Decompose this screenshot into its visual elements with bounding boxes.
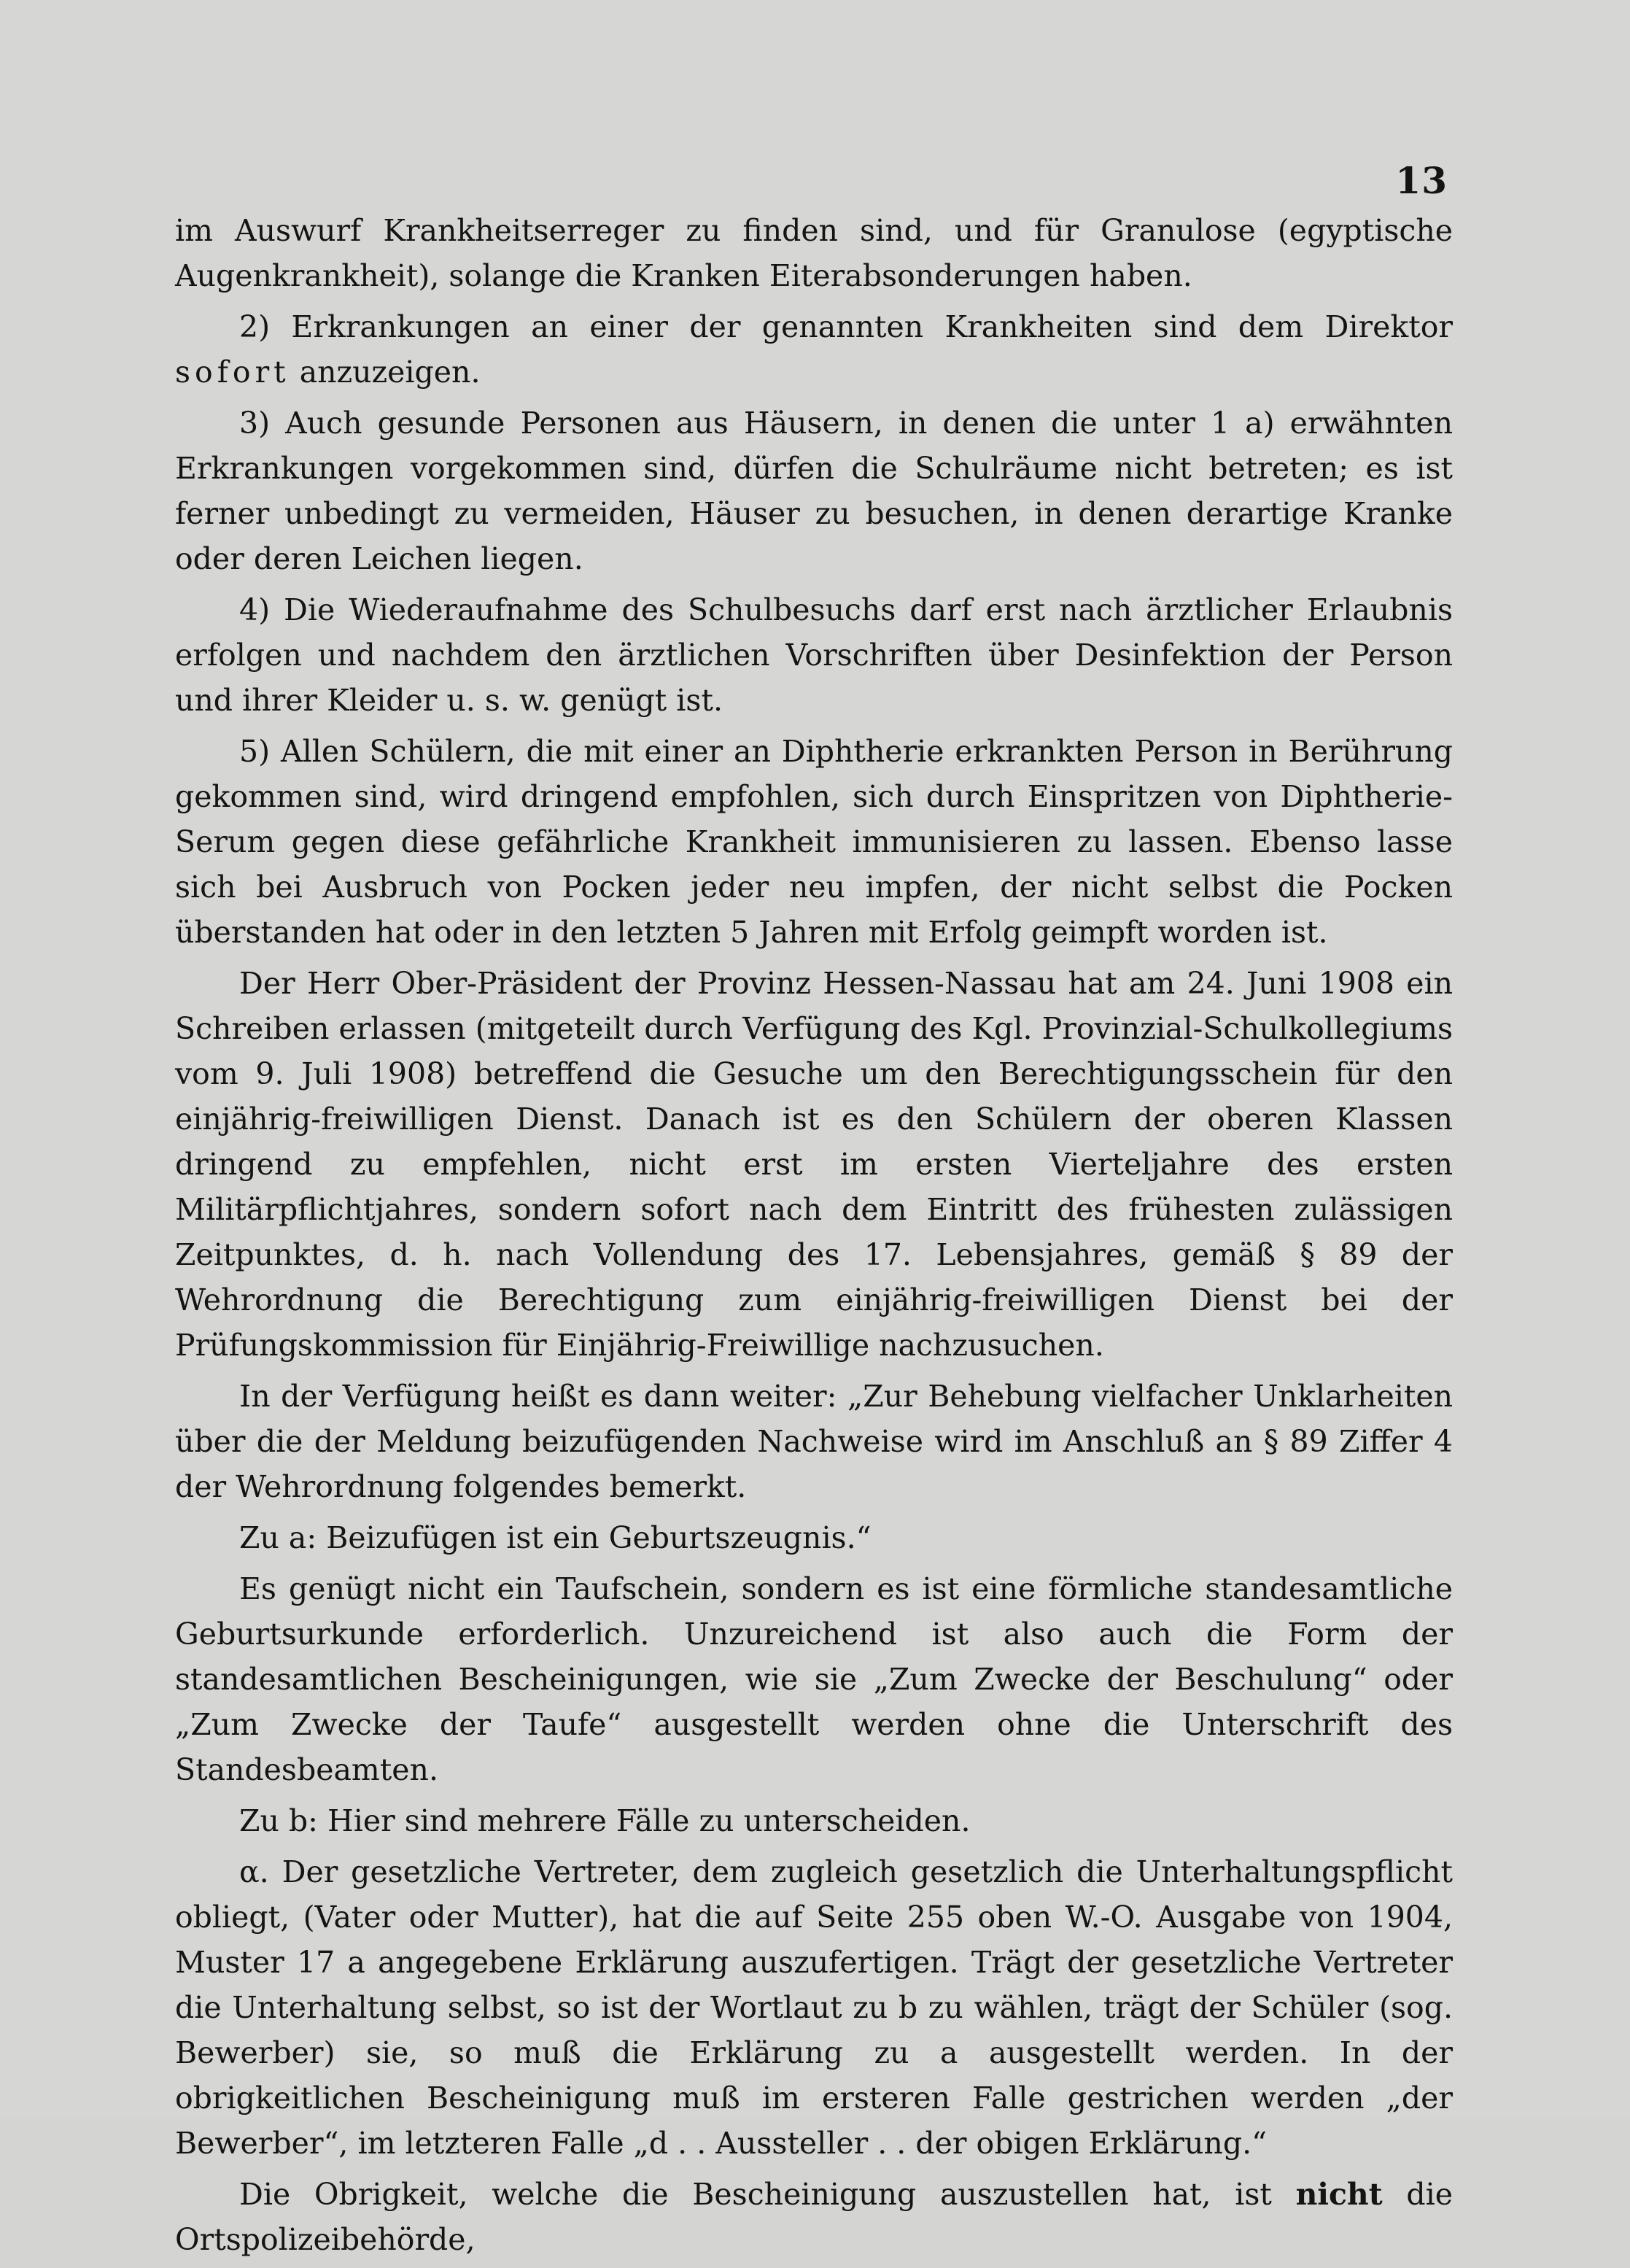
paragraph-rule-2-text: 2) Erkrankungen an einer der genannten Krankheiten sind dem Direktor [239,309,1453,344]
paragraph-obrigkeit-text-end: die Ortspolizeibehörde, [175,2177,1453,2257]
paragraph-geburtsurkunde: Es genügt nicht ein Taufschein, sondern es ist eine förmliche standesamtliche Geburtsurkunde erforderlich. Unzureichend ist also auch die Form der standesamtlichen Bescheinigungen, wie sie „Zum Zwecke der Beschulung“ oder „Zum Zwecke der Taufe“ ausgestellt werden ohne die Unterschrift des Standesbeamten. [175,1571,1453,1787]
paragraph-rule-2-text-end: anzuzeigen. [290,355,481,390]
paragraph-oberpraesident: Der Herr Ober-Präsident der Provinz Hessen-Nassau hat am 24. Juni 1908 ein Schreiben erlassen (mitgeteilt durch Verfügung des Kgl. Provinzial-Schulkollegiums vom 9. Juli 1908) betreffend die Gesuche um den Berechtigungsschein für den einjährig-freiwilligen Dienst. Danach ist es den Schülern der oberen Klassen dringend zu empfehlen, nicht erst im ersten Vierteljahre des ersten Militärpflichtjahres, sondern sofort nach dem Eintritt des frühesten zulässigen Zeitpunktes, d. h. nach Vollendung des 17. Lebensjahres, gemäß § 89 der Wehrordnung die Berechtigung zum einjährig-freiwilligen Dienst bei der Prüfungskommission für Einjährig-Freiwillige nachzusuchen. [175,966,1453,1363]
paragraph-zu-a: Zu a: Beizufügen ist ein Geburtszeugnis.“ [239,1520,872,1555]
emphasis-nicht: nicht [1295,2177,1383,2212]
paragraph-obrigkeit-text: Die Obrigkeit, welche die Bescheinigung auszustellen hat, ist [239,2177,1296,2212]
emphasis-sofort: sofort [175,355,290,390]
paragraph-alpha: α. Der gesetzliche Vertreter, dem zugleich gesetzlich die Unterhaltungspflicht obliegt, (Vater oder Mutter), hat die auf Seite 255 oben W.-O. Ausgabe von 1904, Muster 17 a angegebene Erklärung auszufertigen. Trägt der gesetzliche Vertreter die Unterhaltung selbst, so ist der Wortlaut zu b zu wählen, trägt der Schüler (sog. Bewerber) sie, so muß die Erklärung zu a ausgestellt werden. In der obrigkeitlichen Bescheinigung muß im ersteren Falle gestrichen werden „der Bewerber“, im letzteren Falle „d . . Aussteller . . der obigen Erklärung.“ [175,1854,1453,2161]
paragraph-disease-list-end: im Auswurf Krankheitserreger zu finden sind, und für Granulose (egyptische Augenkrankheit), solange die Kranken Eiterabsonderungen haben. [175,213,1453,293]
page-number: 13 [1395,159,1448,202]
paragraph-rule-5: 5) Allen Schülern, die mit einer an Diphtherie erkrankten Person in Berührung gekommen sind, wird dringend empfohlen, sich durch Einspritzen von Diphtherie-Serum gegen diese gefährliche Krankheit immunisieren zu lassen. Ebenso lasse sich bei Ausbruch von Pocken jeder neu impfen, der nicht selbst die Pocken überstanden hat oder in den letzten 5 Jahren mit Erfolg geimpft worden ist. [175,734,1453,950]
paragraph-obrigkeit [175,2172,1453,2262]
paragraph-rule-2 [175,304,1453,395]
paragraph-zu-b: Zu b: Hier sind mehrere Fälle zu unterscheiden. [239,1803,971,1838]
paragraph-verfuegung: In der Verfügung heißt es dann weiter: „Zur Behebung vielfacher Unklarheiten über die der Meldung beizufügenden Nachweise wird im Anschluß an § 89 Ziffer 4 der Wehrordnung folgendes bemerkt. [175,1379,1453,1504]
paragraph-rule-4: 4) Die Wiederaufnahme des Schulbesuchs darf erst nach ärztlicher Erlaubnis erfolgen und nachdem den ärztlichen Vorschriften über Desinfektion der Person und ihrer Kleider u. s. w. genügt ist. [175,592,1453,718]
paragraph-rule-3: 3) Auch gesunde Personen aus Häusern, in denen die unter 1 a) erwähnten Erkrankungen vorgekommen sind, dürfen die Schulräume nicht betreten; es ist ferner unbedingt zu vermeiden, Häuser zu besuchen, in denen derartige Kranke oder deren Leichen liegen. [175,406,1453,576]
body-text [175,208,1453,2268]
